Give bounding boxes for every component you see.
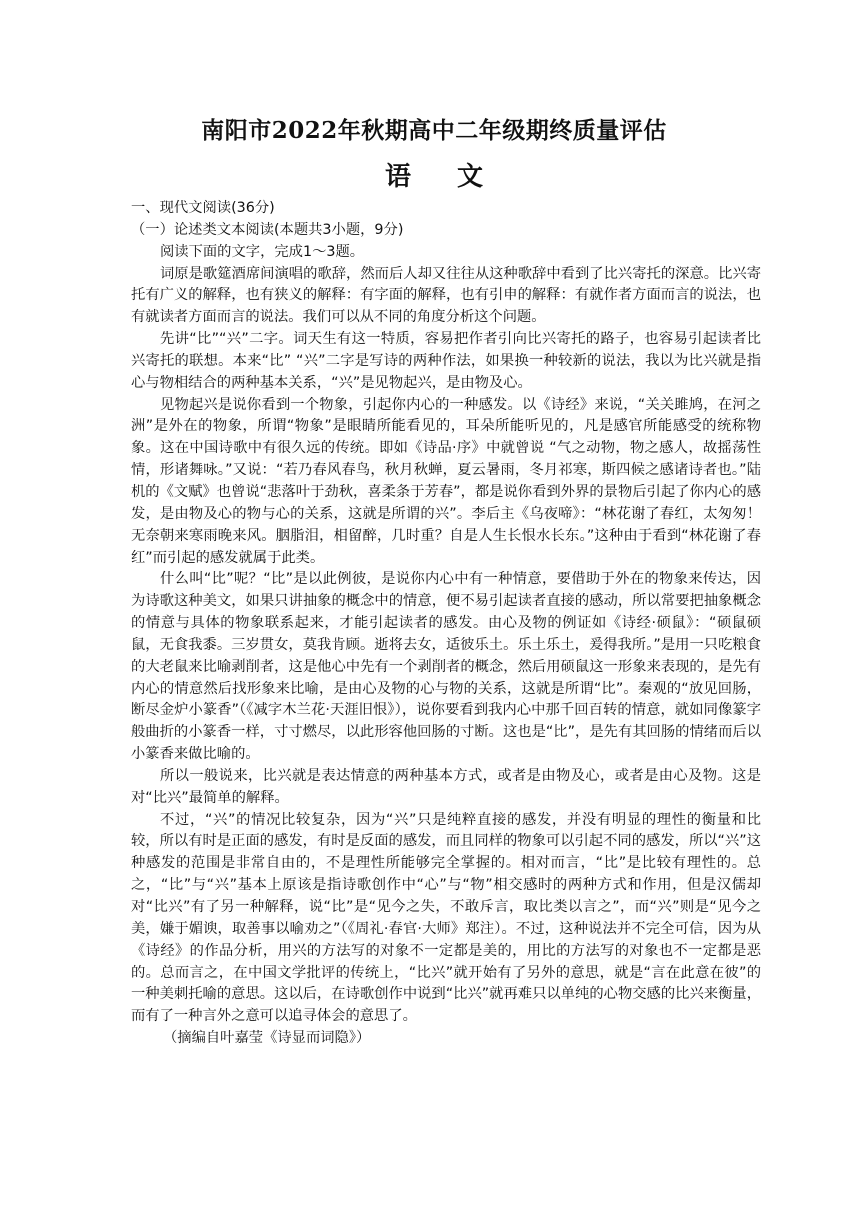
- paragraph: 见物起兴是说你看到一个物象，引起你内心的一种感发。以《诗经》来说，“关关雎鸠，在河之洲”是外在的物象，所谓“物象”是眼睛所能看见的，耳朵所能听见的，凡是感官所能感受的统称物象。这在中国诗歌中有很久远的传统。即如《诗品·序》中就曾说 “气之动物，物之感人，故摇荡性情，形诸舞咏。”又说：“若乃春风春鸟，秋月秋蝉，夏云暑雨，冬月祁寒，斯四候之感诸诗者也。”陆机的《文赋》也曾说“悲落叶于劲秋，喜柔条于芳春”，都是说你看到外界的景物后引起了你内心的感发，是由物及心的物与心的关系，这就是所谓的兴”。李后主《乌夜啼》：“林花谢了春红，太匆匆！无奈朝来寒雨晚来风。胭脂泪，相留醉，几时重？自是人生长恨水长东。”这种由于看到“林花谢了春红”而引起的感发就属于此类。: [131, 396, 761, 566]
- section-heading: 一、现代文阅读(36分): [131, 200, 275, 216]
- paragraph: 先讲“比”“兴”二字。词天生有这一特质，容易把作者引向比兴寄托的路子，也容易引起读者比兴寄托的联想。本来“比” “兴”二字是写诗的两种作法，如果换一种较新的说法，我以为比兴就是指心与物相结合的两种基本关系，“兴”是见物起兴，是由物及心。: [131, 331, 761, 391]
- paragraph: 所以一般说来，比兴就是表达情意的两种基本方式，或者是由物及心，或者是由心及物。这是对“比兴”最简单的解释。: [131, 767, 761, 806]
- subsection-heading: （一）论述类文本阅读(本题共3小题，9分): [131, 221, 404, 238]
- reading-instruction: 阅读下面的文字，完成1～3题。: [160, 243, 365, 260]
- subject-char-2: 文: [457, 162, 484, 192]
- exam-title: 南阳市2022年秋期高中二年级期终质量评估: [201, 117, 667, 144]
- article-body: [131, 198, 761, 1050]
- subject-char-1: 语: [384, 162, 411, 192]
- subject-title: [0, 156, 868, 193]
- paragraph: 什么叫“比”呢？“比”是以此例彼，是说你内心中有一种情意，要借助于外在的物象来传达，因为诗歌这种美文，如果只讲抽象的概念中的情意，便不易引起读者直接的感动，所以常要把抽象概念的情意与具体的物象联系起来，才能引起读者的感发。由心及物的例证如《诗经·硕鼠》：“硕鼠硕鼠，无食我黍。三岁贯女，莫我肯顾。逝将去女，适彼乐土。乐土乐土，爰得我所。”是用一只吃粮食的大老鼠来比喻剥削者，这是他心中先有一个剥削者的概念，然后用硕鼠这一形象来表现的，是先有内心的情意然后找形象来比喻，是由心及物的心与物的关系，这就是所谓“比”。秦观的“放见回肠，断尽金炉小篆香”（《减字木兰花·天涯旧恨》），说你要看到我内心中那千回百转的情意，就如同像篆字般曲折的小篆香一样，寸寸燃尽，以此形容他回肠的寸断。这也是“比”，是先有其回肠的情绪而后以小篆香来做比喻的。: [131, 571, 761, 763]
- paragraph: 词原是歌筵酒席间演唱的歌辞，然而后人却又往往从这种歌辞中看到了比兴寄托的深意。比兴寄托有广义的解释，也有狭义的解释：有字面的解释，也有引申的解释：有就作者方面而言的说法，也有就读者方面而言的说法。我们可以从不同的角度分析这个问题。: [131, 265, 761, 326]
- source-citation: （摘编自叶嘉莹《诗显而词隐》）: [163, 1030, 371, 1047]
- paragraph: 不过，“兴”的情况比较复杂，因为“兴”只是纯粹直接的感发，并没有明显的理性的衡量和比较，所以有时是正面的感发，有时是反面的感发，而且同样的物象可以引起不同的感发，所以“兴”这种感发的范围是非常自由的，不是理性所能够完全掌握的。相对而言，“比”是比较有理性的。总之，“比”与“兴”基本上原该是指诗歌创作中“心”与“物”相交感时的两种方式和作用，但是汉儒却对“比兴”有了另一种解释，说“比”是“见今之失，不敢斥言，取比类以言之”，而“兴”则是“见今之美，嫌于媚谀，取善事以喻劝之”（《周礼·春官·大师》郑注）。不过，这种说法并不完全可信，因为从《诗经》的作品分析，用兴的方法写的对象不一定都是美的，用比的方法写的对象也不一定都是恶的。总而言之，在中国文学批评的传统上，“比兴”就开始有了另外的意思，就是“言在此意在彼”的一种美刺托喻的意思。这以后，在诗歌创作中说到“比兴”就再难只以单纯的心物交感的比兴来衡量，而有了一种言外之意可以追寻体会的意思了。: [131, 811, 761, 1025]
